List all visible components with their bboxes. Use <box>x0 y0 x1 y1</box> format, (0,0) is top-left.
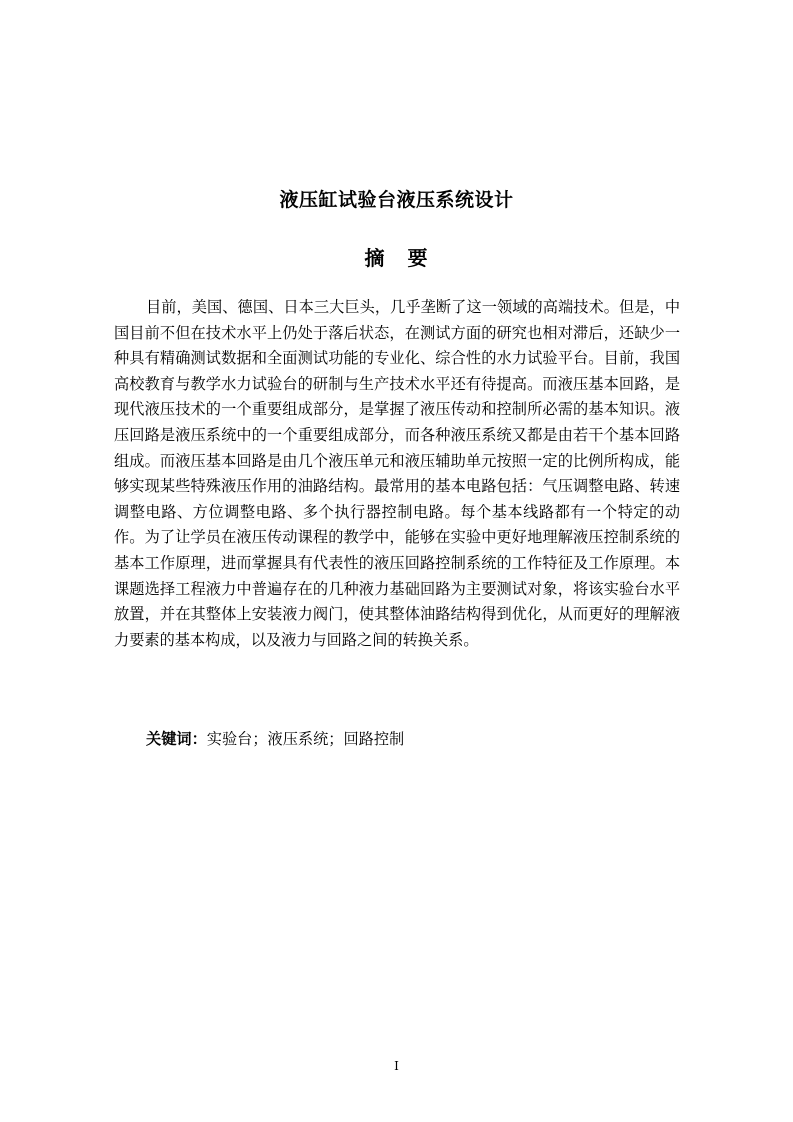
abstract-paragraph: 目前，美国、德国、日本三大巨头，几乎垄断了这一领域的高端技术。但是，中国目前不但在技术水平上仍处于落后状态，在测试方面的研究也相对滞后，还缺少一种具有精确测试数据和全面测试功能的专业化、综合性的水力试验平台。目前，我国高校教育与教学水力试验台的研制与生产技术水平还有待提高。而液压基本回路，是现代液压技术的一个重要组成部分，是掌握了液压传动和控制所必需的基本知识。液压回路是液压系统中的一个重要组成部分，而各种液压系统又都是由若干个基本回路组成。而液压基本回路是由几个液压单元和液压辅助单元按照一定的比例所构成，能够实现某些特殊液压作用的油路结构。最常用的基本电路包括：气压调整电路、转速调整电路、方位调整电路、多个执行器控制电路。每个基本线路都有一个特定的动作。为了让学员在液压传动课程的教学中，能够在实验中更好地理解液压控制系统的基本工作原理，进而掌握具有代表性的液压回路控制系统的工作特征及工作原理。本课题选择工程液力中普遍存在的几种液力基础回路为主要测试对象，将该实验台水平放置，并在其整体上安装液力阀门，使其整体油路结构得到优化，从而更好的理解液力要素的基本构成，以及液力与回路之间的转换关系。 <box>114 298 680 649</box>
abstract-heading-char-2: 要 <box>407 246 429 270</box>
keywords-label: 关键词： <box>146 730 207 748</box>
page-title: 液压缸试验台液压系统设计 <box>279 189 514 211</box>
keywords-line <box>146 727 686 751</box>
page-number: I <box>394 1059 399 1073</box>
abstract-heading-char-1: 摘 <box>364 246 386 270</box>
abstract-heading <box>0 244 793 272</box>
keywords-value: 实验台；液压系统；回路控制 <box>206 730 405 748</box>
